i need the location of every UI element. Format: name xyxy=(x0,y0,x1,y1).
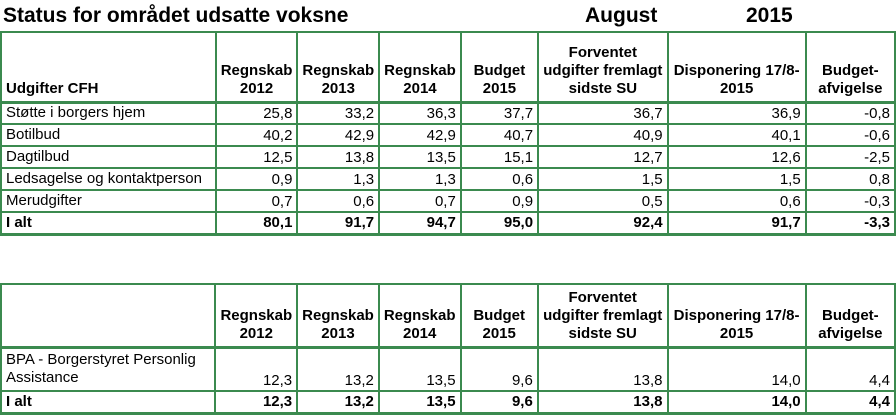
table-cell: 4,4 xyxy=(806,347,895,391)
table-cell: 0,5 xyxy=(538,190,668,212)
column-header: Forventet udgifter fremlagt sidste SU xyxy=(538,284,668,347)
title-month: August xyxy=(585,4,658,27)
total-cell: 92,4 xyxy=(538,212,668,234)
table-cell: 15,1 xyxy=(461,146,538,168)
table-cell: 13,8 xyxy=(297,146,379,168)
table-cell: 13,8 xyxy=(538,347,668,391)
table-cell: 0,9 xyxy=(216,168,298,190)
table-cell: 0,6 xyxy=(297,190,379,212)
total-cell: 91,7 xyxy=(297,212,379,234)
table-cell: -0,6 xyxy=(806,124,895,146)
total-cell: 14,0 xyxy=(668,391,806,413)
table-row xyxy=(1,190,895,212)
column-header: Regnskab 2014 xyxy=(379,284,461,347)
table-row xyxy=(1,124,895,146)
table-row xyxy=(1,146,895,168)
table-row xyxy=(1,347,895,391)
table-cell: 0,8 xyxy=(806,168,895,190)
total-row xyxy=(1,212,895,234)
table-cell: 1,5 xyxy=(538,168,668,190)
table-cell: 13,5 xyxy=(379,347,461,391)
column-header: Budget- afvigelse xyxy=(806,32,895,102)
table-row xyxy=(1,102,895,124)
column-header: Regnskab 2013 xyxy=(297,284,379,347)
total-label: I alt xyxy=(1,212,216,234)
table-cell: 12,7 xyxy=(538,146,668,168)
table-cell: 9,6 xyxy=(461,347,538,391)
table-cell: 40,9 xyxy=(538,124,668,146)
column-header xyxy=(1,284,215,347)
table-cell: 1,3 xyxy=(297,168,379,190)
total-cell: 13,5 xyxy=(379,391,461,413)
table-cell: 25,8 xyxy=(216,102,298,124)
header-row xyxy=(1,32,895,102)
table-cell: 12,6 xyxy=(668,146,806,168)
column-header: Budget- afvigelse xyxy=(806,284,895,347)
total-cell: 12,3 xyxy=(215,391,297,413)
column-header: Forventet udgifter fremlagt sidste SU xyxy=(538,32,668,102)
table-cell: 12,3 xyxy=(215,347,297,391)
row-label: Botilbud xyxy=(1,124,216,146)
column-header: Regnskab 2014 xyxy=(379,32,461,102)
table-cell: 0,9 xyxy=(461,190,538,212)
table-cell: 1,5 xyxy=(668,168,806,190)
table-cell: 37,7 xyxy=(461,102,538,124)
table-cell: 13,2 xyxy=(297,347,379,391)
total-cell: 13,8 xyxy=(538,391,668,413)
column-header: Udgifter CFH xyxy=(1,32,216,102)
total-row xyxy=(1,391,895,413)
column-header: Budget 2015 xyxy=(461,284,538,347)
table-cell: 0,7 xyxy=(216,190,298,212)
column-header: Budget 2015 xyxy=(461,32,538,102)
table-row xyxy=(1,168,895,190)
row-label: Støtte i borgers hjem xyxy=(1,102,216,124)
row-label: Ledsagelse og kontaktperson xyxy=(1,168,216,190)
title-row xyxy=(0,0,896,30)
table-cell: -0,3 xyxy=(806,190,895,212)
table-cell: 33,2 xyxy=(297,102,379,124)
table-cell: -2,5 xyxy=(806,146,895,168)
total-cell: 80,1 xyxy=(216,212,298,234)
table-cell: 14,0 xyxy=(668,347,806,391)
table-cell: 36,9 xyxy=(668,102,806,124)
total-cell: -3,3 xyxy=(806,212,895,234)
table-cell: 36,7 xyxy=(538,102,668,124)
total-cell: 95,0 xyxy=(461,212,538,234)
table-cell: 42,9 xyxy=(297,124,379,146)
table-cell: 0,6 xyxy=(461,168,538,190)
table-cell: 42,9 xyxy=(379,124,461,146)
title-year: 2015 xyxy=(746,4,793,27)
row-label: Merudgifter xyxy=(1,190,216,212)
page-title: Status for området udsatte voksne xyxy=(3,4,349,27)
table-cell: 40,7 xyxy=(461,124,538,146)
table-cell: -0,8 xyxy=(806,102,895,124)
column-header: Disponering 17/8- 2015 xyxy=(668,32,806,102)
column-header: Regnskab 2012 xyxy=(216,32,298,102)
total-cell: 91,7 xyxy=(668,212,806,234)
header-row xyxy=(1,284,895,347)
table-cell: 1,3 xyxy=(379,168,461,190)
table-cell: 40,2 xyxy=(216,124,298,146)
row-label: Dagtilbud xyxy=(1,146,216,168)
row-label: BPA - Borgerstyret Personlig Assistance xyxy=(1,347,215,391)
total-cell: 4,4 xyxy=(806,391,895,413)
total-cell: 9,6 xyxy=(461,391,538,413)
total-cell: 94,7 xyxy=(379,212,461,234)
total-label: I alt xyxy=(1,391,215,413)
column-header: Disponering 17/8- 2015 xyxy=(668,284,806,347)
table-cell: 0,6 xyxy=(668,190,806,212)
expenses-table xyxy=(0,31,896,236)
table-cell: 13,5 xyxy=(379,146,461,168)
column-header: Regnskab 2013 xyxy=(297,32,379,102)
table-cell: 40,1 xyxy=(668,124,806,146)
table-cell: 0,7 xyxy=(379,190,461,212)
bpa-table xyxy=(0,283,896,415)
total-cell: 13,2 xyxy=(297,391,379,413)
column-header: Regnskab 2012 xyxy=(215,284,297,347)
table-cell: 12,5 xyxy=(216,146,298,168)
table-cell: 36,3 xyxy=(379,102,461,124)
